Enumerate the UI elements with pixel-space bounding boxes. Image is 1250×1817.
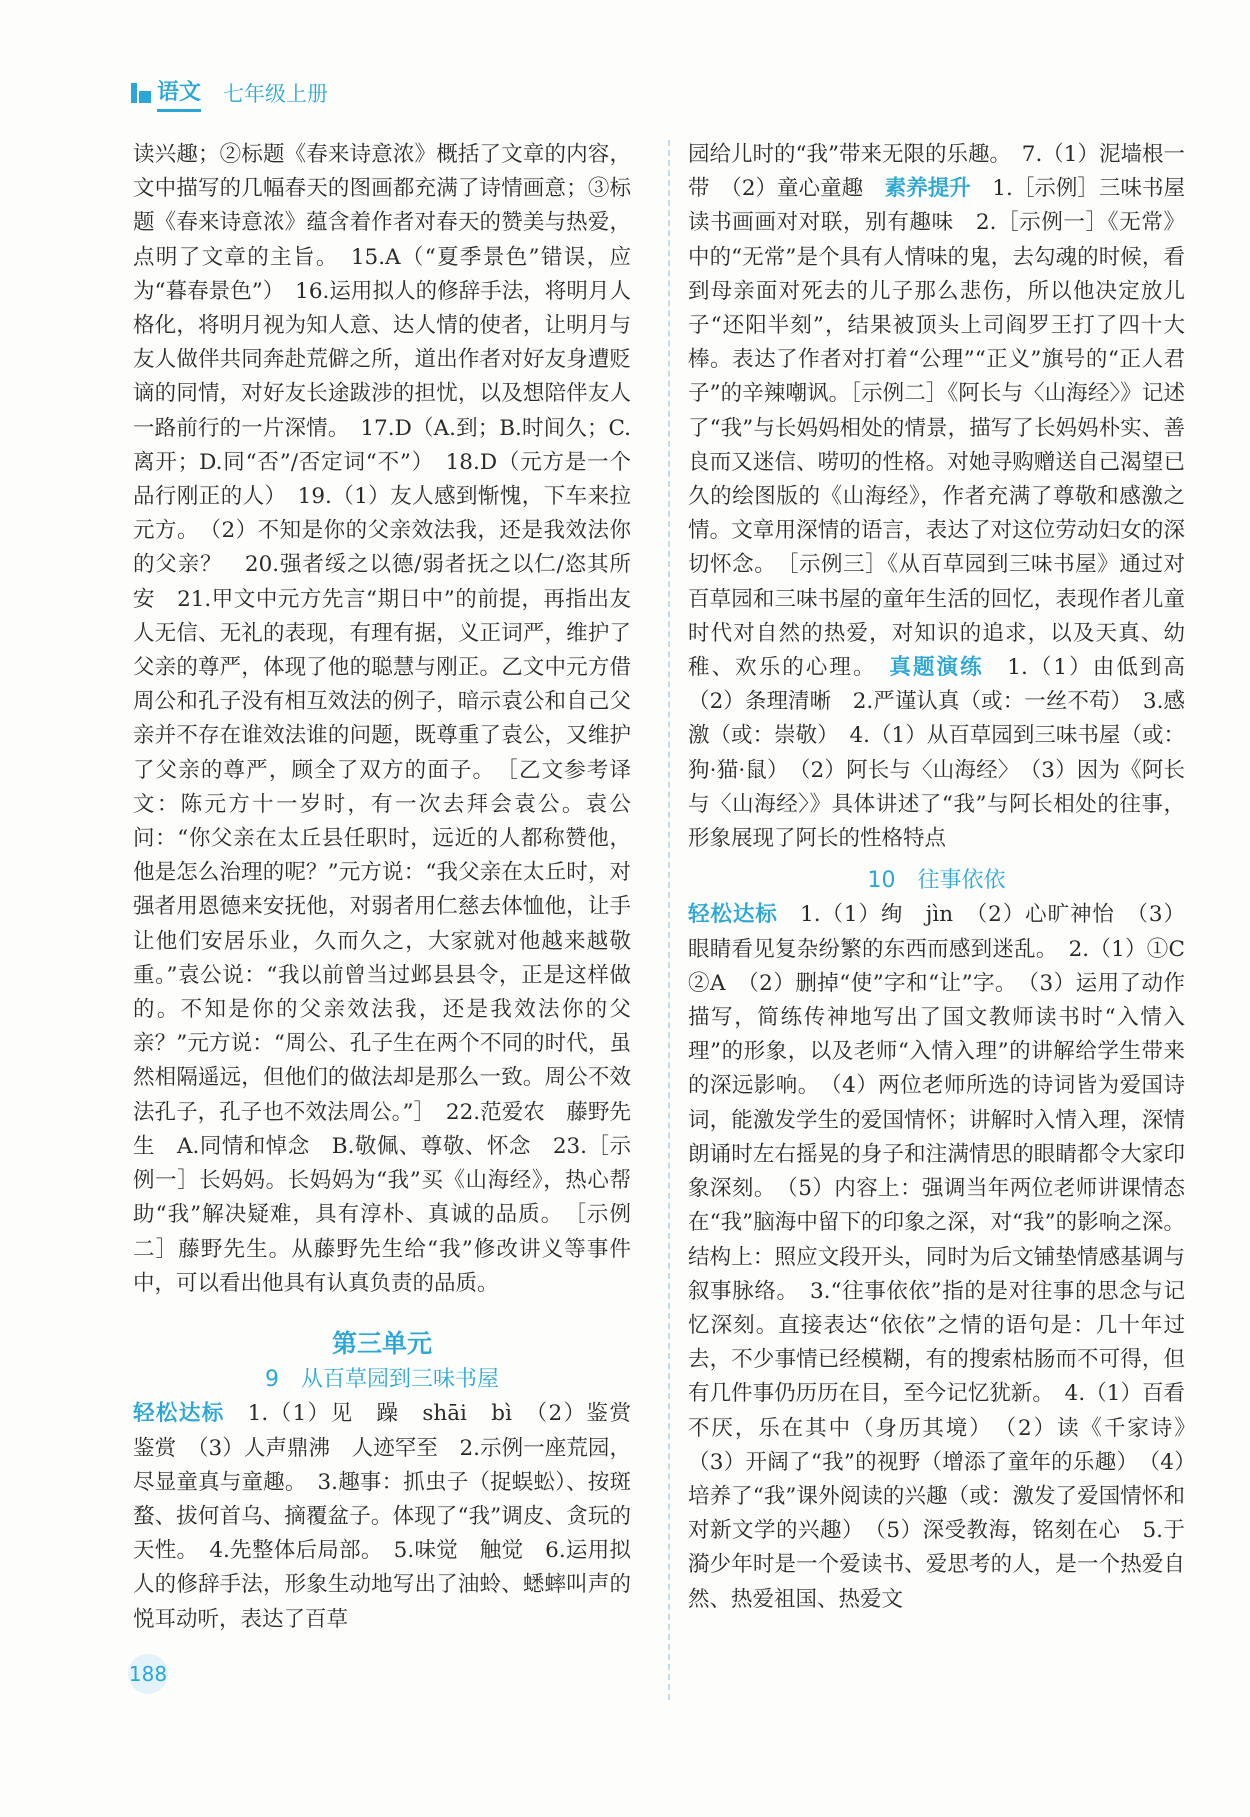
answer-text: 1.（1）见 躁 shāi bì （2）鉴赏 鉴赏 （3）人声鼎沸 人迹罕至 2.示例一座荒园，尽显童真与童趣。 3.趣事：抓虫子（捉蜈蚣）、按斑蝥、拔何首乌、摘覆盆子。体现了“我”调皮、贪玩的天性。 4.先整体后局部。 5.味觉 触觉 6.运用拟人的修辞手法，形象生动地写出了油蛉、蟋蟀叫声的悦耳动听，表达了百草 xyxy=(133,1401,653,1632)
section-tag-easy: 轻松达标 xyxy=(133,1401,225,1427)
section-tag-exam: 真题演练 xyxy=(889,655,984,681)
section-tag-improve: 素养提升 xyxy=(884,176,971,202)
answer-text: 1.（1）由低到高 （2）条理清晰 2.严谨认真（或：一丝不苟） 3.感激（或：崇敬） 4.（1）从百草园到三味书屋（或：狗·猫·鼠） （2）阿长与〈山海经〉 （3）因为《阿长与〈山海经〉》具体讲述了“我”与阿长相处的往事，形象展现了阿长的性格特点 xyxy=(688,655,1207,852)
page-header xyxy=(131,76,328,110)
answer-text: 园给儿时的“我”带来无限的乐趣。 7.（1）泥墙根一带 （2）童心童趣 xyxy=(688,142,1185,202)
lesson-title: 9 从百草园到三味书屋 xyxy=(265,1367,499,1393)
left-column xyxy=(133,138,653,1637)
answer-text: 1.［示例］三味书屋读书画画对对联，别有趣味 2.［示例一］《无常》中的“无常”是个具有人情味的鬼，去勾魂的时候，看到母亲面对死去的儿子那么悲伤，所以他决定放儿子“还阳半刻”，结果被顶头上司阎罗王打了四十大棒。表达了作者对打着“公理”“正义”旗号的“正人君子”的辛辣嘲讽。［示例二］《阿长与〈山海经〉》记述了“我”与长妈妈相处的情景，描写了长妈妈朴实、善良而又迷信、唠叨的性格。对她寻购赠送自己渴望已久的绘图版的《山海经》，作者充满了尊敬和感激之情。文章用深情的语言，表达了对这位劳动妇女的深切怀念。 ［示例三］《从百草园到三味书屋》通过对百草园和三味书屋的童年生活的回忆，表现作者儿童时代对自然的热爱，对知识的追求，以及天真、幼稚、欢乐的心理。 xyxy=(688,176,1185,681)
lesson-title: 10 往事依依 xyxy=(867,868,1006,894)
book-mark-icon xyxy=(131,81,151,105)
right-column xyxy=(688,138,1207,1617)
subject-title: 语文 xyxy=(157,75,201,112)
page-number: 188 xyxy=(128,1654,168,1694)
grade-label: 七年级上册 xyxy=(223,82,329,106)
unit-title: 第三单元 xyxy=(331,1328,432,1358)
section-tag-easy: 轻松达标 xyxy=(688,902,778,928)
answer-text: 1.（1）绚 jìn （2）心旷神怡 （3）眼睛看见复杂纷繁的东西而感到迷乱。 2.（1）①C ②A （2）删掉“使”字和“让”字。 （3）运用了动作描写，简练传神地写出了国文教师读书时“入情入理”的形象，以及老师“入情入理”的讲解给学生带来的深远影响。 （4）两位老师所选的诗词皆为爱国诗词，能激发学生的爱国情怀；讲解时入情入理，深情朗诵时左右摇晃的身子和注满情思的眼睛都令大家印象深刻。 （5）内容上：强调当年两位老师讲课情态在“我”脑海中留下的印象之深，对“我”的影响之深。结构上：照应文段开头，同时为后文铺垫情感基调与叙事脉络。 3.“往事依依”指的是对往事的思念与记忆深刻。直接表达“依依”之情的语句是：几十年过去，不少事情已经模糊，有的搜索枯肠而不可得，但有几件事仍历历在目，至今记忆犹新。 4.（1）百看不厌，乐在其中（身历其境） （2）读《千家诗》 （3）开阔了“我”的视野（增添了童年的乐趣） （4）培养了“我”课外阅读的兴趣（或：激发了爱国情怀和对新文学的兴趣） （5）深受教海，铭刻在心 5.于漪少年时是一个爱读书、爱思考的人，是一个热爱自然、热爱祖国、热爱文 xyxy=(688,902,1207,1612)
answer-paragraph xyxy=(688,898,1207,1616)
answer-paragraph xyxy=(133,1397,653,1636)
answer-paragraph xyxy=(688,138,1207,856)
column-divider xyxy=(668,140,670,1700)
answer-paragraph: 读兴趣；②标题《春来诗意浓》概括了文章的内容，文中描写的几幅春天的图画都充满了诗情画意；③标题《春来诗意浓》蕴含着作者对春天的赞美与热爱，点明了文章的主旨。 15.A（“夏季景色”错误，应为“暮春景色”） 16.运用拟人的修辞手法，将明月人格化，将明月视为知人意、达人情的使者，让明月与友人做伴共同奔赴荒僻之所，道出作者对好友身遭贬谪的同情，对好友长途跋涉的担忧，以及想陪伴友人一路前行的一片深情。 17.D（A.到；B.时间久；C.离开；D.同“否”/否定词“不”） 18.D（元方是一个品行刚正的人） 19.（1）友人感到惭愧，下车来拉元方。 （2）不知是你的父亲效法我，还是我效法你的父亲？ 20.强者绥之以德/弱者抚之以仁/恣其所安 21.甲文中元方先言“期日中”的前提，再指出友人无信、无礼的表现，有理有据，义正词严，维护了父亲的尊严，体现了他的聪慧与刚正。乙文中元方借周公和孔子没有相互效法的例子，暗示袁公和自己父亲并不存在谁效法谁的问题，既尊重了袁公，又维护了父亲的尊严，顾全了双方的面子。 ［乙文参考译文：陈元方十一岁时，有一次去拜会袁公。袁公问：“你父亲在太丘县任职时，远近的人都称赞他，他是怎么治理的呢？”元方说：“我父亲在太丘时，对强者用恩德来安抚他，对弱者用仁慈去体恤他，让手让他们安居乐业，久而久之，大家就对他越来越敬重。”袁公说：“我以前曾当过邺县县令，正是这样做的。不知是你的父亲效法我，还是我效法你的父亲？”元方说：“周公、孔子生在两个不同的时代，虽然相隔遥远，但他们的做法却是那么一致。周公不效法孔子，孔子也不效法周公。”］ 22.范爱农 藤野先生 A.同情和悼念 B.敬佩、尊敬、怀念 23.［示例一］长妈妈。长妈妈为“我”买《山海经》，热心帮助“我”解决疑难，具有淳朴、真诚的品质。 ［示例二］藤野先生。从藤野先生给“我”修改讲义等事件中，可以看出他具有认真负责的品质。 xyxy=(133,142,631,1296)
